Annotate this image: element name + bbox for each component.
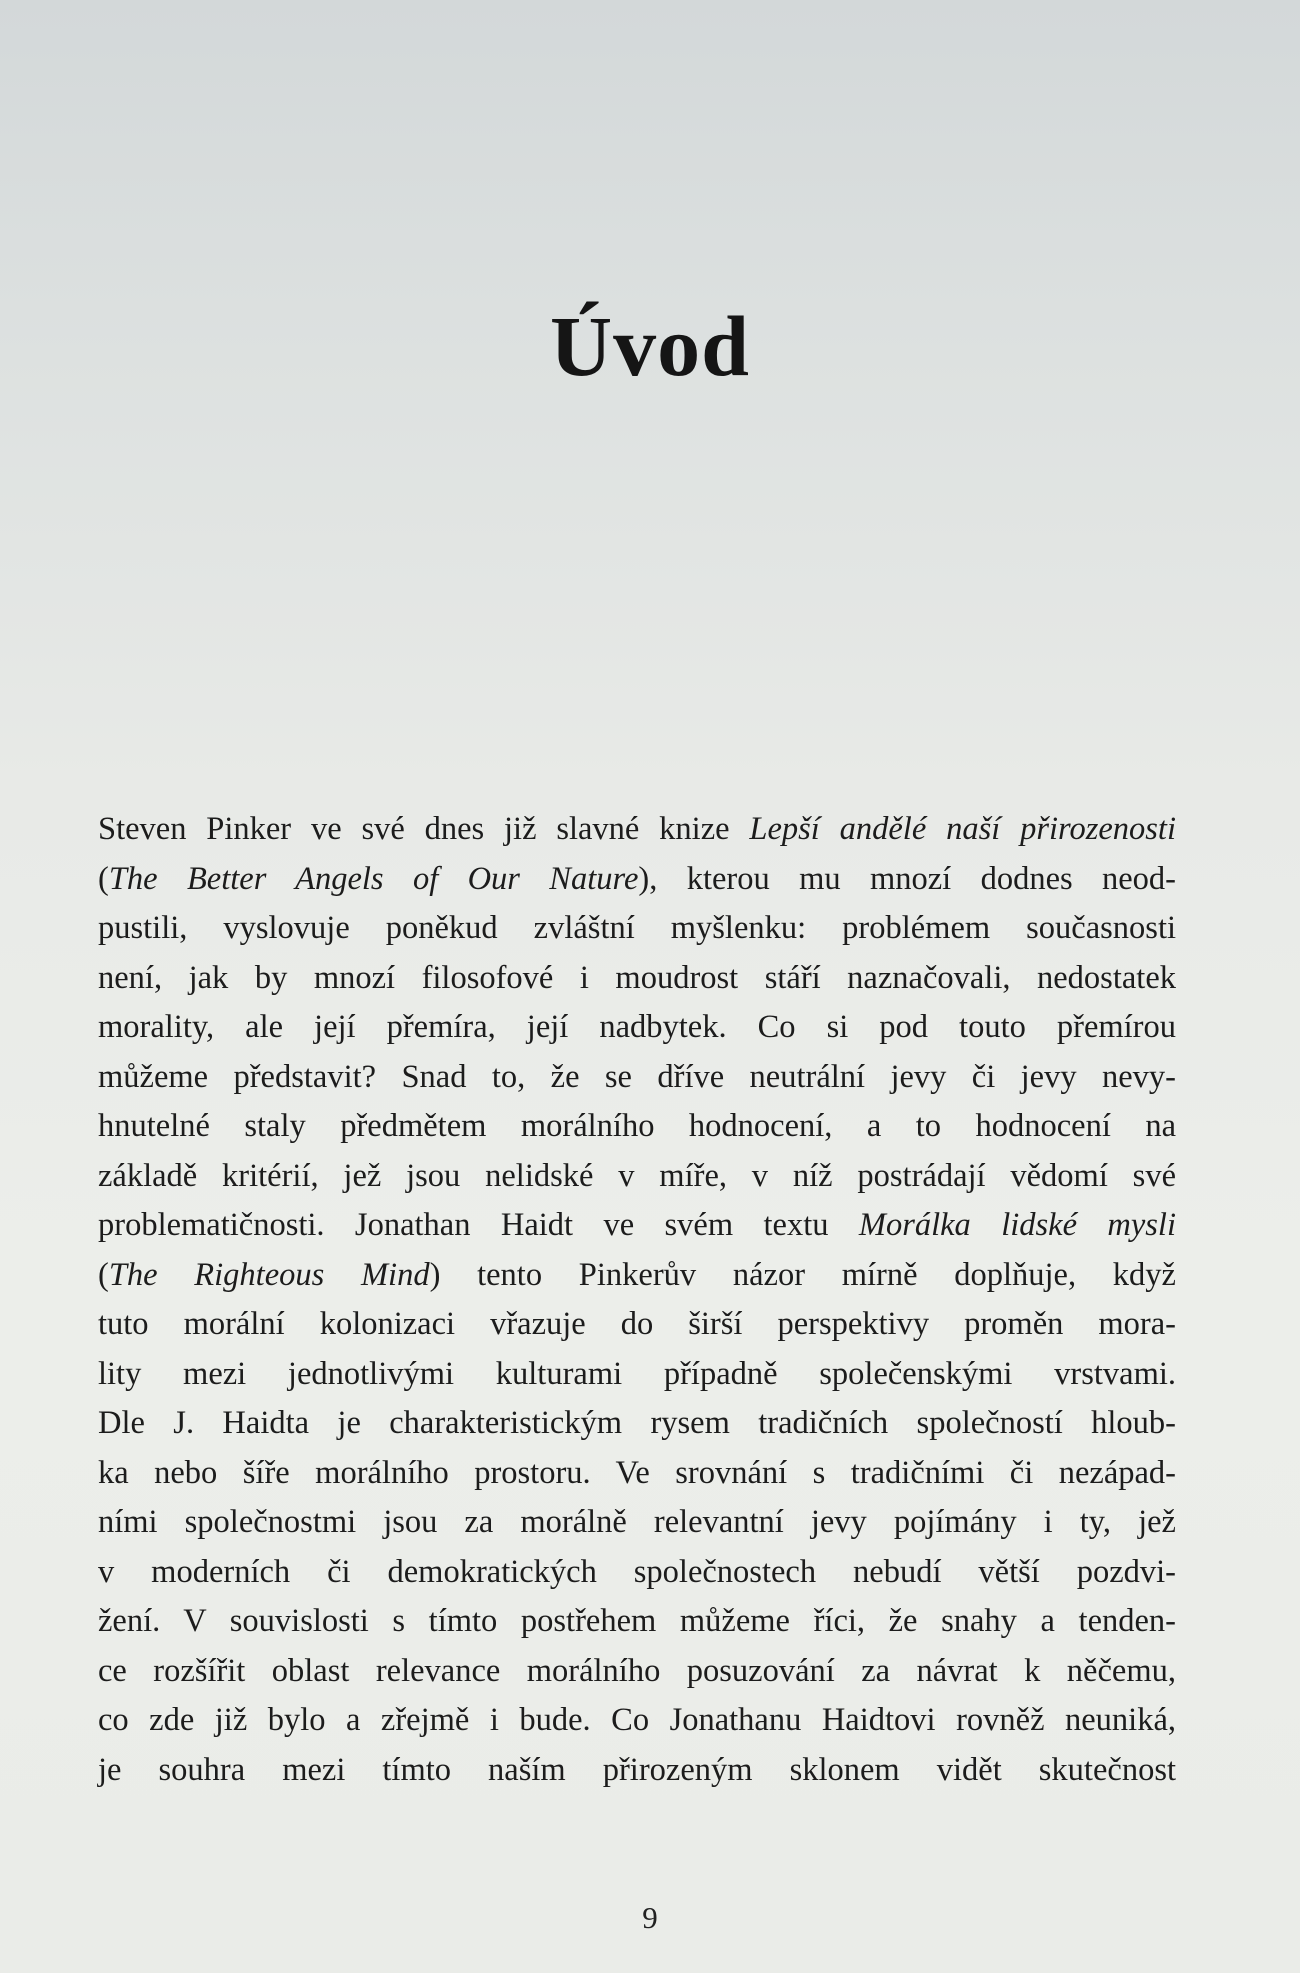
body-paragraph	[98, 805, 1176, 1795]
text-line: tuto morální kolonizaci vřazuje do širší perspektivy proměn mora-	[98, 1306, 1176, 1342]
text-line: základě kritérií, jež jsou nelidské v míře, v níž postrádají vědomí své	[98, 1157, 1176, 1194]
text-line: žení. V souvislosti s tímto postřehem můžeme říci, že snahy a tenden-	[98, 1603, 1176, 1639]
text-line: pustili, vyslovuje poněkud zvláštní myšlenku: problémem současnosti	[98, 910, 1176, 946]
text-line: (The Righteous Mind) tento Pinkerův názor mírně doplňuje, když	[98, 1256, 1176, 1293]
text-line: v moderních či demokratických společnostech nebudí větší pozdvi-	[98, 1553, 1176, 1590]
text-line: lity mezi jednotlivými kulturami případně společenskými vrstvami.	[98, 1355, 1176, 1392]
text-line: ka nebo šíře morálního prostoru. Ve srovnání s tradičními či nezápad-	[98, 1454, 1176, 1491]
text-line: problematičnosti. Jonathan Haidt ve svém textu Morálka lidské mysli	[98, 1207, 1176, 1243]
text-line: (The Better Angels of Our Nature), kterou mu mnozí dodnes neod-	[98, 860, 1177, 897]
text-line: Steven Pinker ve své dnes již slavné knize Lepší andělé naší přirozenosti	[98, 811, 1176, 847]
text-line: co zde již bylo a zřejmě i bude. Co Jonathanu Haidtovi rovněž neuniká,	[98, 1702, 1176, 1738]
page-number: 9	[642, 1900, 658, 1935]
text-line: můžeme představit? Snad to, že se dříve neutrální jevy či jevy nevy-	[98, 1058, 1176, 1095]
text-line: Dle J. Haidta je charakteristickým rysem tradičních společností hloub-	[98, 1405, 1176, 1441]
text-line: ními společnostmi jsou za morálně relevantní jevy pojímány i ty, jež	[98, 1504, 1176, 1540]
text-line: hnutelné staly předmětem morálního hodnocení, a to hodnocení na	[98, 1108, 1176, 1144]
text-line: není, jak by mnozí filosofové i moudrost stáří naznačovali, nedostatek	[98, 959, 1176, 996]
text-line: ce rozšířit oblast relevance morálního posuzování za návrat k něčemu,	[98, 1652, 1176, 1689]
text-line: je souhra mezi tímto naším přirozeným sklonem vidět skutečnost	[98, 1751, 1176, 1788]
chapter-title: Úvod	[550, 298, 750, 394]
text-line: morality, ale její přemíra, její nadbytek. Co si pod touto přemírou	[98, 1009, 1176, 1045]
